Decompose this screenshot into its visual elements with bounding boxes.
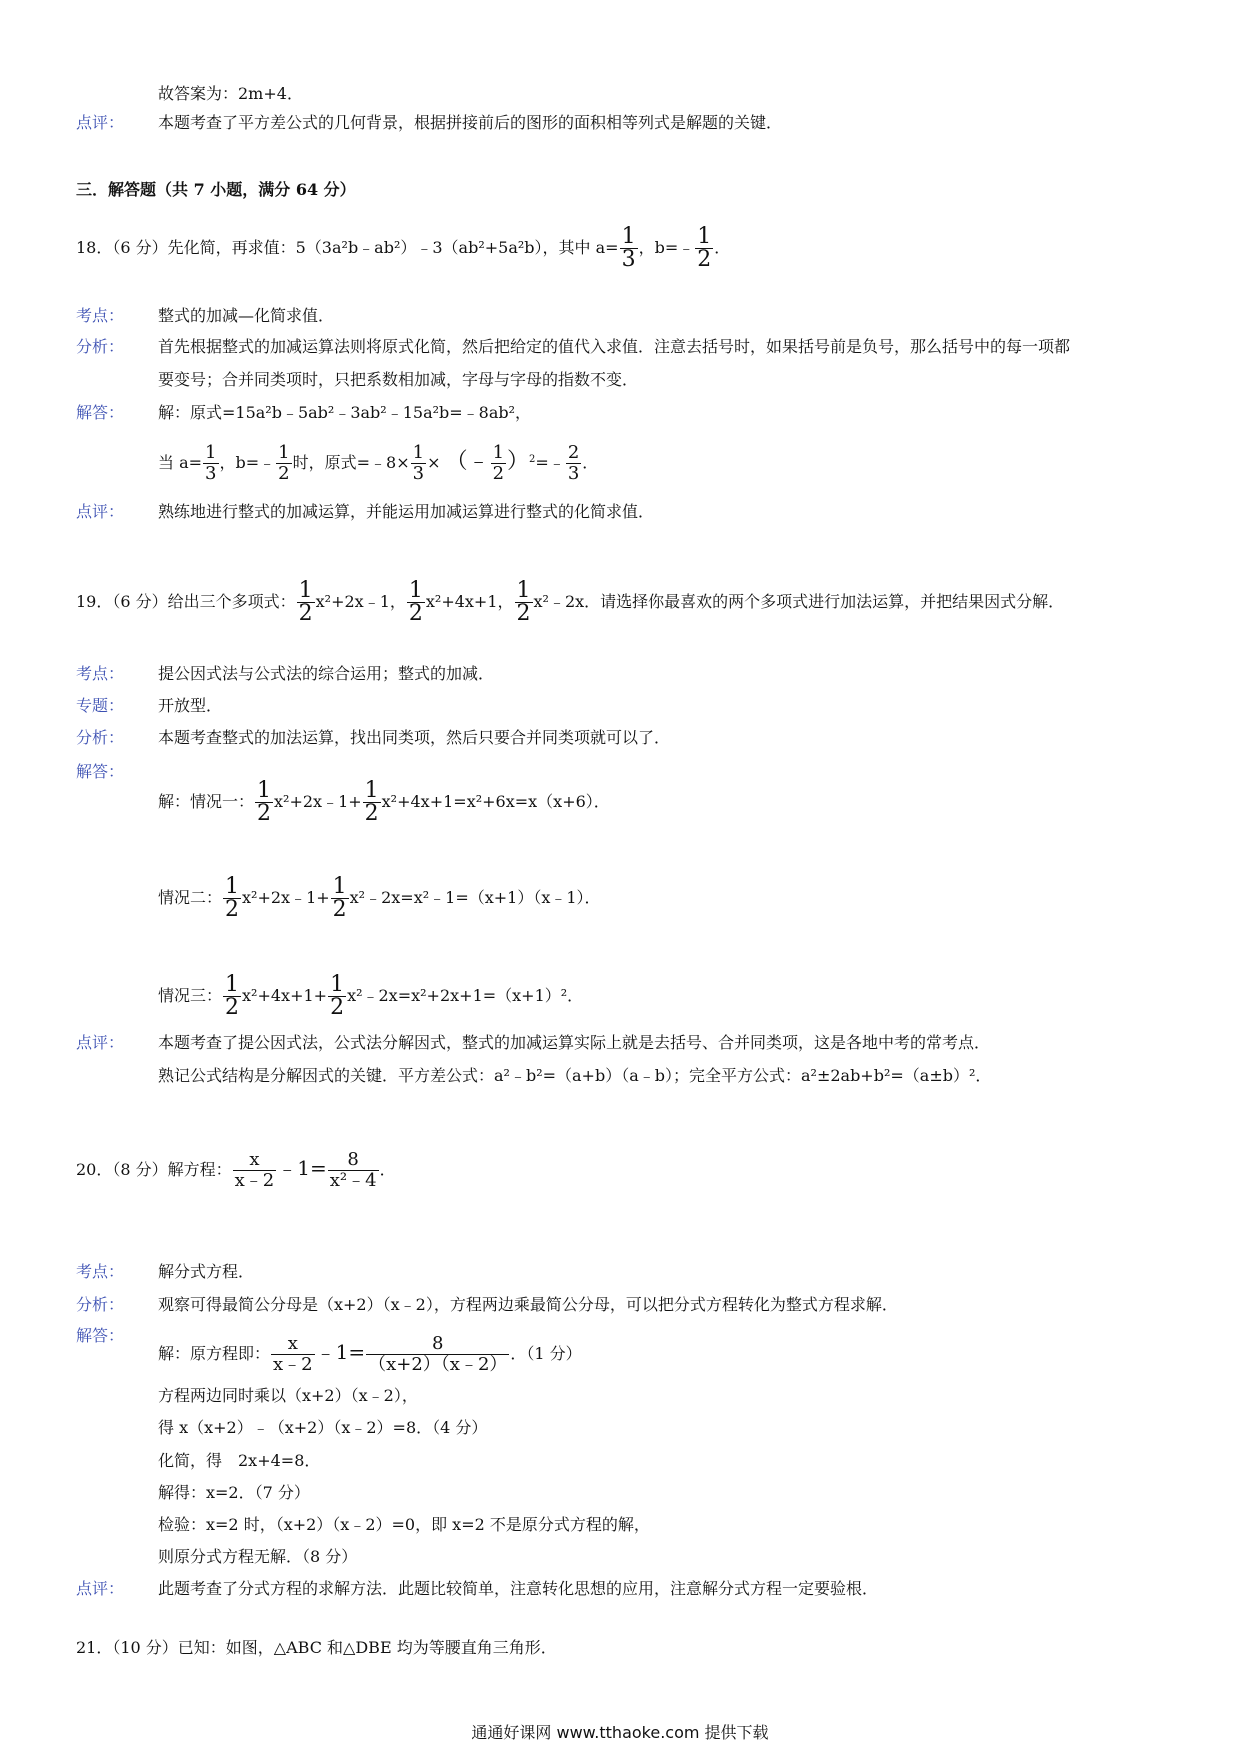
q20-jieda-label: 解答： [76, 1326, 125, 1345]
q20-step-3: 得 x（x+2）﹣（x+2）（x﹣2）=8．（4 分） [158, 1418, 488, 1437]
q18-dianping: 熟练地进行整式的加减运算，并能运用加减运算进行整式的化简求值． [158, 502, 655, 521]
comment-text: 本题考查了平方差公式的几何背景，根据拼接前后的图形的面积相等列式是解题的关键． [158, 113, 783, 132]
q19-jieda-label: 解答： [76, 762, 125, 781]
q19-dianping-label: 点评： [76, 1033, 125, 1052]
answer-line: 故答案为：2m+4． [158, 84, 303, 103]
fraction: $\frac{1}{2}$ [697, 224, 712, 272]
q20-kaodian: 解分式方程． [158, 1262, 255, 1281]
q18-kaodian: 整式的加减—化简求值． [158, 306, 335, 325]
q18-stem: 18．（6 分）先化简，再求值：5（3a²b﹣ab²）﹣3（ab²+5a²b），其中 a= $\frac{1}{3}$ ，b=﹣ $\frac{1}{2}$ ． [76, 224, 731, 272]
q20-step-7: 则原分式方程无解．（8 分） [158, 1547, 358, 1566]
q19-stem: 19．（6 分）给出三个多项式： $\frac{1}{2}$ x²+2x﹣1， $\frac{1}{2}$ x²+4x+1， $\frac{1}{2}$ x²﹣2x．请选择你最喜欢的两个多项式进行加法运算，并把结果因式分解． [76, 578, 1065, 626]
footer-watermark: 通通好课网 www.tthaoke.com 提供下载 [471, 1723, 769, 1742]
q20-step-1: 解：原方程即： $\frac{x}{x﹣2}$ ﹣1= $\frac{8}{(x+2)(x﹣2)}$ ．（1 分） [158, 1333, 582, 1375]
q18-fenxi-2: 要变号；合并同类项时，只把系数相加减，字母与字母的指数不变． [158, 370, 639, 389]
q20-dianping-label: 点评： [76, 1579, 125, 1598]
section-heading: 三．解答题（共 7 小题，满分 64 分） [76, 180, 356, 199]
q20-step-2: 方程两边同时乘以（x+2）（x﹣2）， [158, 1386, 418, 1405]
q19-fenxi-label: 分析： [76, 728, 125, 747]
q20-kaodian-label: 考点： [76, 1262, 125, 1281]
q19-dianping-2: 熟记公式结构是分解因式的关键．平方差公式：a²﹣b²=（a+b）（a﹣b）；完全平方公式：a²±2ab+b²=（a±b）²． [158, 1066, 992, 1085]
q18-fenxi-1: 首先根据整式的加减运算法则将原式化简，然后把给定的值代入求值．注意去括号时，如果括号前是负号，那么括号中的每一项都 [158, 337, 1071, 356]
q19-fenxi: 本题考查整式的加法运算，找出同类项，然后只要合并同类项就可以了． [158, 728, 671, 747]
q19-dianping-1: 本题考查了提公因式法，公式法分解因式，整式的加减运算实际上就是去括号、合并同类项，这是各地中考的常考点． [158, 1033, 991, 1052]
q19-kaodian-label: 考点： [76, 664, 125, 683]
q18-fenxi-label: 分析： [76, 337, 125, 356]
q18-jieda-label: 解答： [76, 403, 125, 422]
q18-kaodian-label: 考点： [76, 306, 125, 325]
q18-jieda-2: 当 a= $\frac{1}{3}$ ，b=﹣ $\frac{1}{2}$ 时，原式=﹣8× $\frac{1}{3}$ × （﹣ $\frac{1}{2}$ ）$^2$=﹣ $\frac{2}{3}$ ． [158, 442, 599, 484]
q20-stem: 20．（8 分）解方程： $\frac{x}{x﹣2}$ ﹣1= $\frac{8}{\text{x²﹣4}}$ ． [76, 1149, 396, 1191]
q20-dianping: 此题考查了分式方程的求解方法．此题比较简单，注意转化思想的应用，注意解分式方程一定要验根． [158, 1579, 879, 1598]
q18-dianping-label: 点评： [76, 502, 125, 521]
q20-step-5: 解得：x=2．（7 分） [158, 1483, 310, 1502]
q19-zhuanti-label: 专题： [76, 696, 125, 715]
q19-zhuanti: 开放型． [158, 696, 223, 715]
q19-case-2: 情况二： $\frac{1}{2}$ x²+2x﹣1+ $\frac{1}{2}$ x²﹣2x=x²﹣1=（x+1）（x﹣1）． [158, 874, 601, 922]
q20-step-6: 检验：x=2 时，（x+2）（x﹣2）=0，即 x=2 不是原分式方程的解， [158, 1515, 650, 1534]
fraction: $\frac{1}{3}$ [621, 224, 636, 272]
q19-case-3: 情况三： $\frac{1}{2}$ x²+4x+1+ $\frac{1}{2}$ x²﹣2x=x²+2x+1=（x+1）²． [158, 972, 584, 1020]
q18-jieda-1: 解：原式=15a²b﹣5ab²﹣3ab²﹣15a²b=﹣8ab²， [158, 403, 532, 422]
q20-step-4: 化简，得 2x+4=8． [158, 1451, 321, 1470]
comment-label: 点评： [76, 113, 125, 132]
q19-kaodian: 提公因式法与公式法的综合运用；整式的加减． [158, 664, 495, 683]
q19-case-1: 解：情况一： $\frac{1}{2}$ x²+2x﹣1+ $\frac{1}{2}$ x²+4x+1=x²+6x=x（x+6）． [158, 778, 610, 826]
q21-stem: 21．（10 分）已知：如图，△ABC 和△DBE 均为等腰直角三角形． [76, 1638, 557, 1657]
q20-fenxi-label: 分析： [76, 1295, 125, 1314]
q20-fenxi: 观察可得最简公分母是（x+2）（x﹣2），方程两边乘最简公分母，可以把分式方程转化为整式方程求解． [158, 1295, 898, 1314]
